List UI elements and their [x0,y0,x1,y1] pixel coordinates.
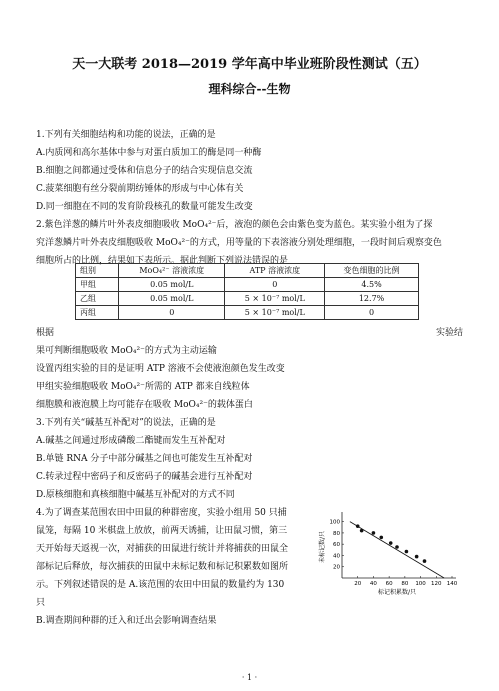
text-line: 示。下列叙述错误的是 A.该范围的农田中田鼠的数量约为 130 [36,580,285,590]
table-cell: 0 [325,306,419,320]
col-header: ATP 溶液浓度 [225,264,325,278]
x-tick-label: 100 [415,581,426,587]
data-point [372,531,376,535]
text-line: 果可判断细胞吸收 MoO₄²⁻的方式为主动运输 [36,346,217,356]
text-line: 细胞膜和液泡膜上均可能存在吸收 MoO₄²⁻的载体蛋白 [36,400,253,410]
x-tick-label: 40 [369,581,377,587]
table-cell: 5 × 10⁻⁷ mol/L [225,292,325,306]
text-line: A.碱基之间通过形成磷酸二酯键而发生互补配对 [36,436,226,446]
y-tick-label: 40 [333,553,340,560]
table-row [76,292,419,306]
table-cell: 12.7% [325,292,419,306]
table-cell: 乙组 [76,292,119,306]
text-line: 天开始每天返视一次，对捕获的田鼠进行统计并将捕获的田鼠全 [36,544,289,554]
x-tick-label: 60 [385,581,393,587]
split-line-right: 实验结 [435,328,463,338]
page-title: 天一大联考 2018—2019 学年高中毕业班阶段性测试（五） [72,57,427,72]
experiment-table [75,263,419,320]
table-row [76,278,419,292]
x-axis-label: 标记积累数/只 [377,589,417,596]
text-line: 1.下列有关细胞结构和功能的说法，正确的是 [36,130,216,140]
text-line: C.菠菜细胞有丝分裂前期纺锤体的形成与中心体有关 [36,184,244,194]
x-tick-label: 120 [431,581,442,587]
data-point [395,545,399,549]
table-cell: 5 × 10⁻⁷ mol/L [225,306,325,320]
text-line: B.单链 RNA 分子中部分碱基之间也可能发生互补配对 [36,454,253,464]
col-header: MoO₄²⁻ 溶液浓度 [119,264,225,278]
page-number: · 1 · [241,673,258,682]
table-row [76,306,419,320]
text-line: C.转录过程中密码子和反密码子的碱基会进行互补配对 [36,472,253,482]
text-line: 2.紫色洋葱的鳞片叶外表皮细胞吸收 MoO₄²⁻后，液泡的颜色会由紫色变为蓝色。某实验小组为了探 [36,220,433,230]
page-subtitle: 理科综合--生物 [208,82,291,96]
text-line: 4.为了调查某范围农田中田鼠的种群密度，实验小组用 50 只捕 [36,508,287,518]
text-line: 设置丙组实验的目的是证明 ATP 溶液不会使液泡颜色发生改变 [36,364,285,374]
data-point [360,529,364,533]
x-tick-label: 20 [354,581,362,587]
text-line: D.原核细胞和真核细胞中碱基互补配对的方式不同 [36,490,235,500]
y-tick-label: 100 [329,519,340,526]
table-cell: 甲组 [76,278,119,292]
text-line: A.内质网和高尔基体中参与对蛋白质加工的酶是同一种酶 [36,148,262,158]
split-line-left: 根据 [36,328,55,338]
x-tick-label: 140 [446,581,458,587]
data-point [405,550,409,554]
text-line: 细胞所占的比例，结果如下表所示。据此判断下列说法错误的是 [36,256,289,266]
capture-chart [316,508,466,598]
y-tick-label: 60 [333,542,340,549]
y-axis-label: 未标记数/只 [319,530,326,564]
data-point [389,541,393,545]
text-line: 鼠笼，每隔 10 米棋盘上放放，前两天诱捕，让田鼠习惯，第三 [36,526,288,536]
data-point [379,536,383,540]
data-point [415,555,419,559]
text-line: 3.下列有关“碱基互补配对”的说法，正确的是 [36,418,216,428]
text-line: D.同一细胞在不同的发育阶段核孔的数量可能发生改变 [36,202,253,212]
x-tick-label: 80 [401,581,409,587]
data-point [356,524,360,528]
table-cell: 丙组 [76,306,119,320]
text-line: 部标记后释放，每次捕获的田鼠中未标记数和标记积累数如图所 [36,562,289,572]
y-tick-label: 80 [333,530,340,537]
table-cell: 0 [225,278,325,292]
table-cell: 4.5% [325,278,419,292]
table-cell: 0.05 mol/L [119,278,225,292]
col-header: 组别 [76,264,119,278]
table-header-row [76,264,419,278]
col-header: 变色细胞的比例 [325,264,419,278]
text-line: 究洋葱鳞片叶外表皮细胞吸收 MoO₄²⁻的方式，用等量的下表溶液分别处理细胞，一段时间后观察变色 [36,238,442,248]
y-tick-label: 20 [333,564,340,571]
trend-line [350,522,444,578]
table-cell: 0.05 mol/L [119,292,225,306]
text-line: B.细胞之间都通过受体和信息分子的结合实现信息交流 [36,166,253,176]
text-line: B.调查期间种群的迁入和迁出会影响调查结果 [36,616,217,626]
text-line: 只 [36,598,46,608]
text-line: 甲组实验细胞吸收 MoO₄²⁻所需的 ATP 都来自线粒体 [36,382,250,392]
data-point [423,559,427,563]
table-cell: 0 [119,306,225,320]
